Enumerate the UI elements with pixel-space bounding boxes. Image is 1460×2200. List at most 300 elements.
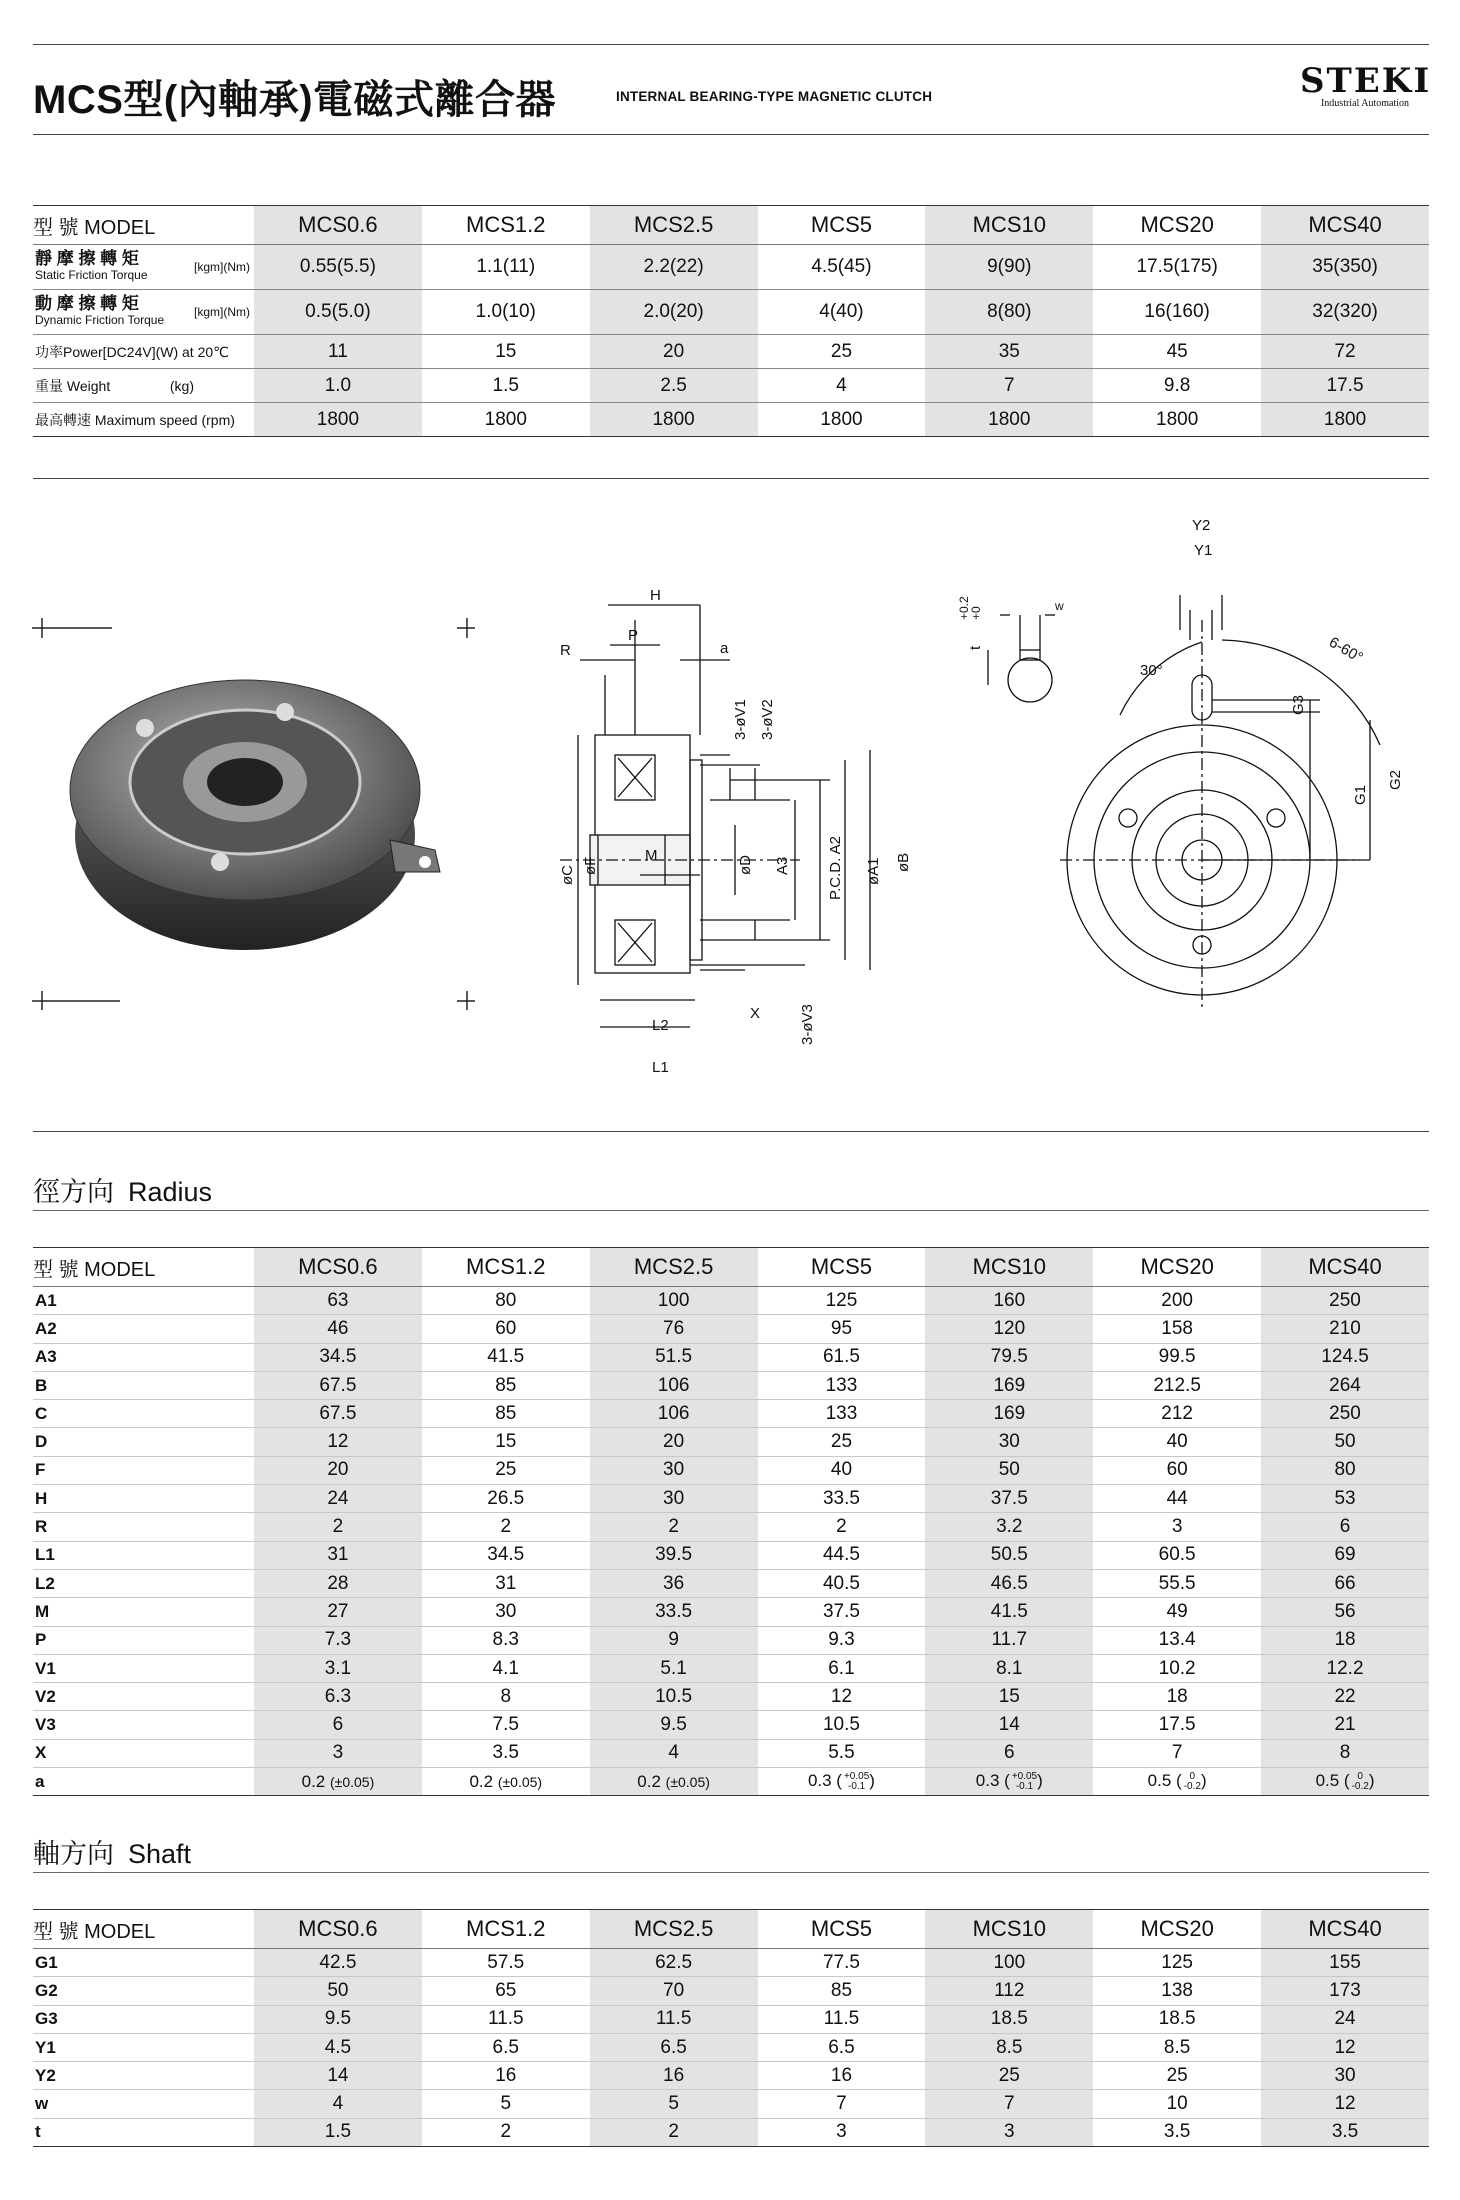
table-cell: 9 (590, 1626, 758, 1654)
cell: 4 (758, 369, 926, 403)
tolerance-base: 0.5 (1315, 1771, 1344, 1791)
table-cell: 44 (1093, 1485, 1261, 1513)
row-label: t (33, 2118, 254, 2146)
table-cell: 2 (590, 2118, 758, 2146)
spec-header-row (33, 206, 1429, 245)
table-cell: 50 (254, 1977, 422, 2005)
table-cell: 31 (254, 1541, 422, 1569)
tolerance-lower: -0.1 (1015, 1780, 1034, 1792)
table-cell: 11.5 (590, 2005, 758, 2033)
tolerance-upper: +0.05 (1011, 1770, 1038, 1782)
table-cell: 8.3 (422, 1626, 590, 1654)
dim-label: +0 (969, 606, 983, 620)
table-row (33, 1400, 1429, 1428)
table-cell: 5 (422, 2090, 590, 2118)
section-rule (33, 1131, 1429, 1132)
table-cell: 2 (590, 1513, 758, 1541)
row-label: P (33, 1626, 254, 1654)
table-row (33, 2062, 1429, 2090)
tolerance-base: 0.2 (637, 1771, 666, 1791)
table-row (33, 1485, 1429, 1513)
row-label (33, 290, 254, 335)
table-cell: 210 (1261, 1315, 1429, 1343)
cell: 1.0 (254, 369, 422, 403)
section-rule (33, 478, 1429, 479)
table-cell: 18 (1093, 1683, 1261, 1711)
table-cell: 80 (1261, 1456, 1429, 1484)
cell: 32(320) (1261, 290, 1429, 335)
table-cell: 53 (1261, 1485, 1429, 1513)
table-cell: 9.3 (758, 1626, 926, 1654)
cell: 1800 (925, 403, 1093, 437)
table-row (33, 1315, 1429, 1343)
table-cell: 37.5 (758, 1598, 926, 1626)
model-header: MCS0.6 (254, 1910, 422, 1949)
tolerance-stack (1352, 1772, 1369, 1792)
table-cell: 125 (758, 1287, 926, 1315)
table-row (33, 1428, 1429, 1456)
table-cell: 60 (1093, 1456, 1261, 1484)
cell: 1800 (1093, 403, 1261, 437)
section-title-zh: 徑方向 (33, 1177, 114, 1207)
table-cell (422, 1768, 590, 1796)
row-label: X (33, 1739, 254, 1767)
cell: 9.8 (1093, 369, 1261, 403)
table-row (33, 1287, 1429, 1315)
header-rule (33, 134, 1429, 135)
table-cell: 7.5 (422, 1711, 590, 1739)
logo-tagline: Industrial Automation (1320, 98, 1410, 109)
table-cell: 14 (254, 2062, 422, 2090)
table-cell: 3 (254, 1739, 422, 1767)
row-label (33, 369, 254, 403)
tolerance-value: (±0.05) (329, 1773, 375, 1790)
dim-label: øD (737, 855, 754, 875)
front-view (1060, 595, 1380, 1010)
model-label: 型 號 MODEL (33, 1248, 254, 1287)
shaft-table-body (33, 1949, 1429, 2147)
table-cell: 24 (1261, 2005, 1429, 2033)
table-cell: 11.5 (422, 2005, 590, 2033)
table-cell: 27 (254, 1598, 422, 1626)
table-cell: 70 (590, 1977, 758, 2005)
table-row (33, 1711, 1429, 1739)
cell: 17.5 (1261, 369, 1429, 403)
spec-table (33, 205, 1429, 437)
dim-label: w (1055, 599, 1064, 613)
cell: 4(40) (758, 290, 926, 335)
table-cell: 6.5 (758, 2033, 926, 2061)
dim-label: H (650, 587, 661, 604)
table-cell: 20 (590, 1428, 758, 1456)
row-label: D (33, 1428, 254, 1456)
table-row (33, 1654, 1429, 1682)
row-label: R (33, 1513, 254, 1541)
table-cell: 24 (254, 1485, 422, 1513)
table-cell: 3 (1093, 1513, 1261, 1541)
spec-row-power (33, 335, 1429, 369)
row-label: A1 (33, 1287, 254, 1315)
table-cell: 10.5 (758, 1711, 926, 1739)
spec-row-weight (33, 369, 1429, 403)
table-cell: 39.5 (590, 1541, 758, 1569)
tolerance-base: 0.2 (301, 1771, 330, 1791)
section-underline (33, 1872, 1429, 1873)
table-cell: 60 (422, 1315, 590, 1343)
table-cell: 2 (422, 1513, 590, 1541)
tolerance-base: 0.3 (975, 1771, 1005, 1791)
table-cell: 18 (1261, 1626, 1429, 1654)
model-header: MCS5 (758, 206, 926, 245)
row-label (33, 245, 254, 290)
cell: 1800 (758, 403, 926, 437)
table-cell: 14 (925, 1711, 1093, 1739)
table-cell: 7.3 (254, 1626, 422, 1654)
cell: 16(160) (1093, 290, 1261, 335)
tolerance-base: 0.5 (1147, 1771, 1177, 1791)
row-label: 功率Power[DC24V](W) at 20℃ (33, 335, 254, 369)
table-row (33, 1371, 1429, 1399)
table-cell: 28 (254, 1569, 422, 1597)
table-cell: 65 (422, 1977, 590, 2005)
table-cell: 10.5 (590, 1683, 758, 1711)
table-cell: 26.5 (422, 1485, 590, 1513)
table-cell: 41.5 (925, 1598, 1093, 1626)
table-cell: 169 (925, 1400, 1093, 1428)
model-header: MCS0.6 (254, 1248, 422, 1287)
tolerance-upper: +0.05 (843, 1770, 870, 1782)
table-cell: 7 (758, 2090, 926, 2118)
cell: 72 (1261, 335, 1429, 369)
table-cell: 40 (758, 1456, 926, 1484)
table-cell: 46 (254, 1315, 422, 1343)
bore (207, 758, 283, 806)
tolerance-stack (1184, 1772, 1201, 1792)
cell: 1800 (254, 403, 422, 437)
row-label: V1 (33, 1654, 254, 1682)
row-label: G2 (33, 1977, 254, 2005)
dim-label: X (750, 1005, 761, 1022)
table-row (33, 1598, 1429, 1626)
model-label: 型 號 MODEL (33, 1910, 254, 1949)
table-cell: 4.1 (422, 1654, 590, 1682)
table-cell: 8 (1261, 1739, 1429, 1767)
table-cell: 9.5 (590, 1711, 758, 1739)
spec-row-max-speed (33, 403, 1429, 437)
model-header: MCS10 (925, 206, 1093, 245)
brand-logo (1300, 61, 1432, 110)
table-row (33, 1949, 1429, 1977)
table-cell: 12 (1261, 2090, 1429, 2118)
cell: 1.5 (422, 369, 590, 403)
cell: 1800 (590, 403, 758, 437)
table-cell: 63 (254, 1287, 422, 1315)
table-cell: 61.5 (758, 1343, 926, 1371)
cell: 35(350) (1261, 245, 1429, 290)
table-cell: 6.5 (590, 2033, 758, 2061)
dim-label: P.C.D. A2 (827, 836, 844, 900)
table-cell: 18.5 (1093, 2005, 1261, 2033)
model-header: MCS1.2 (422, 1910, 590, 1949)
table-cell: 11.5 (758, 2005, 926, 2033)
model-header: MCS20 (1093, 1910, 1261, 1949)
table-cell: 33.5 (590, 1598, 758, 1626)
shaft-table (33, 1909, 1429, 2147)
table-cell: 5.5 (758, 1739, 926, 1767)
tolerance-stack (1012, 1772, 1037, 1792)
table-row (33, 1569, 1429, 1597)
model-header: MCS40 (1261, 1248, 1429, 1287)
mounting-tab (390, 840, 440, 872)
dim-label: G1 (1352, 784, 1369, 805)
shaft-section-title (33, 1832, 191, 1871)
table-cell: 6 (254, 1711, 422, 1739)
tolerance-value: (±0.05) (497, 1773, 543, 1790)
model-header: MCS2.5 (590, 1910, 758, 1949)
model-header: MCS2.5 (590, 1248, 758, 1287)
table-cell: 67.5 (254, 1371, 422, 1399)
cell: 20 (590, 335, 758, 369)
dim-label: P (628, 627, 639, 644)
keyway-detail (988, 615, 1055, 702)
table-cell: 44.5 (758, 1541, 926, 1569)
table-cell (590, 1768, 758, 1796)
table-cell: 2 (254, 1513, 422, 1541)
table-cell: 55.5 (1093, 1569, 1261, 1597)
table-cell: 15 (925, 1683, 1093, 1711)
table-cell: 31 (422, 1569, 590, 1597)
table-cell: 5 (590, 2090, 758, 2118)
table-cell: 169 (925, 1371, 1093, 1399)
table-cell: 3 (758, 2118, 926, 2146)
dim-label: 6-60° (1326, 633, 1366, 667)
spec-row-dynamic-torque (33, 290, 1429, 335)
table-row (33, 1343, 1429, 1371)
table-row (33, 1683, 1429, 1711)
row-label: C (33, 1400, 254, 1428)
row-label-en: Static Friction Torque (35, 268, 148, 282)
table-cell: 50 (925, 1456, 1093, 1484)
row-label-text: 重量 Weight (35, 377, 111, 394)
cell: 2.2(22) (590, 245, 758, 290)
dim-label: øB (895, 852, 912, 872)
screw-icon (276, 703, 294, 721)
table-cell: 62.5 (590, 1949, 758, 1977)
table-row (33, 2005, 1429, 2033)
dim-label: a (720, 640, 729, 657)
table-cell: 12.2 (1261, 1654, 1429, 1682)
row-label-zh: 動 摩 擦 轉 矩 (35, 294, 139, 313)
dim-label: øF (582, 856, 599, 875)
dim-label: øA1 (865, 857, 882, 885)
table-row (33, 2118, 1429, 2146)
model-header: MCS2.5 (590, 206, 758, 245)
table-cell: 6.1 (758, 1654, 926, 1682)
table-cell: 0.5 ( 0 -0.2 ) (1261, 1768, 1429, 1796)
table-cell: 42.5 (254, 1949, 422, 1977)
row-label: a (33, 1768, 254, 1796)
table-cell: 0.3 ( +0.05 -0.1 ) (925, 1768, 1093, 1796)
table-cell: 4 (254, 2090, 422, 2118)
model-header: MCS1.2 (422, 1248, 590, 1287)
table-cell: 17.5 (1093, 1711, 1261, 1739)
table-cell: 34.5 (422, 1541, 590, 1569)
table-cell: 60.5 (1093, 1541, 1261, 1569)
table-cell: 5.1 (590, 1654, 758, 1682)
table-cell: 133 (758, 1400, 926, 1428)
dim-label: L1 (652, 1059, 669, 1076)
table-cell: 0.5 ( 0 -0.2 ) (1093, 1768, 1261, 1796)
table-row (33, 1977, 1429, 2005)
table-cell: 6.3 (254, 1683, 422, 1711)
tolerance-upper: 0 (1357, 1770, 1363, 1782)
table-cell: 12 (758, 1683, 926, 1711)
table-cell: 0.3 ( +0.05 -0.1 ) (758, 1768, 926, 1796)
table-cell: 50.5 (925, 1541, 1093, 1569)
row-label: F (33, 1456, 254, 1484)
section-title-en: Shaft (128, 1839, 192, 1869)
model-header: MCS40 (1261, 206, 1429, 245)
dim-label: 3-øV2 (759, 699, 776, 740)
row-label-zh: 靜 摩 擦 轉 矩 (35, 249, 139, 268)
row-label: M (33, 1598, 254, 1626)
table-cell: 34.5 (254, 1343, 422, 1371)
table-cell: 9.5 (254, 2005, 422, 2033)
cell: 1800 (1261, 403, 1429, 437)
page-subtitle: INTERNAL BEARING-TYPE MAGNETIC CLUTCH (616, 89, 933, 104)
table-cell: 12 (254, 1428, 422, 1456)
table-cell: 10 (1093, 2090, 1261, 2118)
table-cell: 6.5 (422, 2033, 590, 2061)
model-header: MCS10 (925, 1248, 1093, 1287)
table-cell: 160 (925, 1287, 1093, 1315)
cell: 1.0(10) (422, 290, 590, 335)
row-label-en: Dynamic Friction Torque (35, 313, 165, 327)
table-cell: 3.5 (422, 1739, 590, 1767)
table-cell: 50 (1261, 1428, 1429, 1456)
cell: 35 (925, 335, 1093, 369)
cell: 25 (758, 335, 926, 369)
screw-icon (136, 719, 154, 737)
row-label: V3 (33, 1711, 254, 1739)
table-cell: 106 (590, 1371, 758, 1399)
row-label: L1 (33, 1541, 254, 1569)
technical-drawing (500, 500, 1440, 1120)
dim-label: R (560, 642, 571, 659)
table-cell: 13.4 (1093, 1626, 1261, 1654)
table-cell: 2 (758, 1513, 926, 1541)
table-cell: 30 (925, 1428, 1093, 1456)
table-row (33, 1513, 1429, 1541)
model-header: MCS20 (1093, 1248, 1261, 1287)
table-cell: 120 (925, 1315, 1093, 1343)
table-cell: 69 (1261, 1541, 1429, 1569)
table-cell: 6 (925, 1739, 1093, 1767)
dim-label: Y1 (1194, 542, 1213, 559)
model-header: MCS5 (758, 1910, 926, 1949)
table-row (33, 1739, 1429, 1767)
table-cell: 11.7 (925, 1626, 1093, 1654)
table-cell: 25 (422, 1456, 590, 1484)
cell: 2.0(20) (590, 290, 758, 335)
table-cell: 250 (1261, 1400, 1429, 1428)
table-row (33, 2033, 1429, 2061)
row-unit: (kg) (169, 377, 194, 394)
row-label: G3 (33, 2005, 254, 2033)
table-cell: 41.5 (422, 1343, 590, 1371)
table-cell: 95 (758, 1315, 926, 1343)
table-cell: 30 (590, 1485, 758, 1513)
tolerance-lower: -0.1 (848, 1780, 866, 1792)
section-underline (33, 1210, 1429, 1211)
model-header: MCS0.6 (254, 206, 422, 245)
tolerance-lower: -0.2 (1183, 1780, 1201, 1792)
table-row (33, 2090, 1429, 2118)
table-cell: 3.5 (1093, 2118, 1261, 2146)
tolerance-base: 0.2 (469, 1771, 498, 1791)
model-header: MCS40 (1261, 1910, 1429, 1949)
table-row-a (33, 1768, 1429, 1796)
tolerance-base: 0.3 (807, 1771, 837, 1791)
shaft-header-row (33, 1910, 1429, 1949)
table-cell: 3.5 (1261, 2118, 1429, 2146)
cell: 17.5(175) (1093, 245, 1261, 290)
table-cell: 124.5 (1261, 1343, 1429, 1371)
radius-table-body (33, 1287, 1429, 1796)
page-title: MCS型(內軸承)電磁式離合器 (33, 78, 557, 122)
model-label: 型 號 MODEL (33, 206, 254, 245)
table-cell: 155 (1261, 1949, 1429, 1977)
tab-hole (419, 856, 431, 868)
table-cell: 30 (1261, 2062, 1429, 2090)
table-cell: 138 (1093, 1977, 1261, 2005)
section-title-zh: 軸方向 (33, 1839, 114, 1869)
table-cell: 51.5 (590, 1343, 758, 1371)
dim-label: A3 (774, 856, 791, 875)
table-cell: 21 (1261, 1711, 1429, 1739)
table-cell: 85 (422, 1400, 590, 1428)
table-cell: 76 (590, 1315, 758, 1343)
table-cell: 25 (925, 2062, 1093, 2090)
tolerance-upper: 0 (1189, 1770, 1196, 1782)
table-cell: 100 (590, 1287, 758, 1315)
table-cell: 100 (925, 1949, 1093, 1977)
dim-label: Y2 (1192, 517, 1211, 534)
table-cell: 16 (422, 2062, 590, 2090)
table-cell: 40.5 (758, 1569, 926, 1597)
dim-label: M (645, 847, 658, 864)
dim-label: øC (559, 865, 576, 885)
table-cell: 25 (758, 1428, 926, 1456)
table-cell: 125 (1093, 1949, 1261, 1977)
table-cell: 49 (1093, 1598, 1261, 1626)
table-cell: 85 (422, 1371, 590, 1399)
table-cell: 77.5 (758, 1949, 926, 1977)
table-cell: 4.5 (254, 2033, 422, 2061)
table-cell: 30 (590, 1456, 758, 1484)
dim-label: G2 (1387, 769, 1404, 790)
keyway-labels (957, 596, 1064, 650)
top-rule (33, 44, 1429, 45)
row-label: G1 (33, 1949, 254, 1977)
section-title-en: Radius (128, 1177, 213, 1207)
table-cell: 8.1 (925, 1654, 1093, 1682)
table-cell: 6 (1261, 1513, 1429, 1541)
row-label: Y1 (33, 2033, 254, 2061)
table-cell: 200 (1093, 1287, 1261, 1315)
spec-row-static-torque (33, 245, 1429, 290)
screw-icon (211, 853, 229, 871)
